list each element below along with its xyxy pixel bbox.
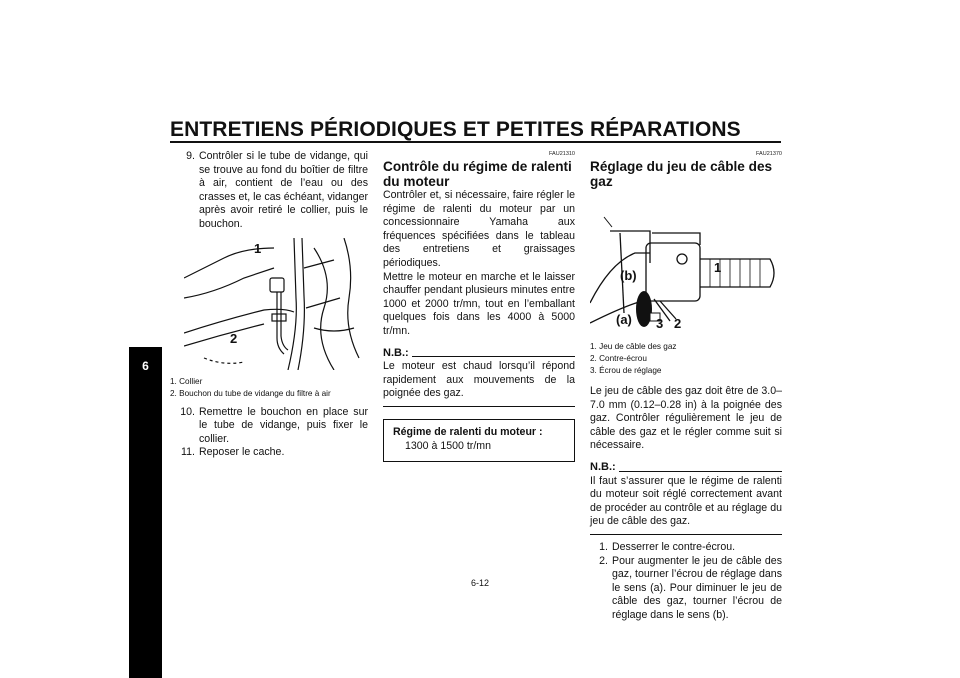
figure-callout-1: 1 xyxy=(714,260,722,275)
legend-item: 1. Collier xyxy=(170,376,203,386)
step-1 xyxy=(590,541,782,555)
throttle-illustration xyxy=(590,203,780,341)
figure-legend xyxy=(170,376,368,400)
step-11 xyxy=(170,446,368,460)
page-title: ENTRETIENS PÉRIODIQUES ET PETITES RÉPARATIONS xyxy=(170,118,741,141)
step-number: 1. xyxy=(599,540,608,553)
step-text: Desserrer le contre-écrou. xyxy=(612,540,736,553)
legend-item: 2. Bouchon du tube de vidange du filtre à air xyxy=(170,388,331,398)
drain-tube-drawing xyxy=(184,238,368,370)
paragraph: Mettre le moteur en marche et le laisser chauffer pendant plusieurs minutes entre 1000 et 2000 tr/mn, tout en l’emballant quelques fois dans les 4000 à 5000 tr/mn. xyxy=(383,270,575,337)
step-number: 10. xyxy=(180,405,195,418)
column-right xyxy=(590,150,782,623)
header-rule xyxy=(170,141,781,143)
note-text: Le moteur est chaud lorsqu’il répond rapidement aux mouvements de la poignée des gaz. xyxy=(383,360,575,400)
note-text: Il faut s’assurer que le régime de ralenti du moteur soit réglé correctement avant de procéder au contrôle et au réglage du jeu de câble des gaz. xyxy=(590,474,782,528)
step-number: 2. xyxy=(599,554,608,567)
column-left xyxy=(170,150,368,460)
chapter-tab xyxy=(129,347,162,678)
paragraph: Le jeu de câble des gaz doit être de 3.0–7.0 mm (0.12–0.28 in) à la poignée des gaz. Contrôler régulièrement le jeu de câble des gaz et le régler comme suit si nécessaire. xyxy=(590,385,782,452)
legend-item: 2. Contre-écrou xyxy=(590,354,647,363)
step-2 xyxy=(590,555,782,623)
legend-item: 3. Écrou de réglage xyxy=(590,366,662,375)
chapter-tab-number: 6 xyxy=(142,359,149,373)
spec-value: 1300 à 1500 tr/mn xyxy=(405,439,491,452)
reference-code: FAU21310 xyxy=(549,151,575,157)
step-text: Pour augmenter le jeu de câble des gaz, tourner l’écrou de réglage dans le sens (a). Pour diminuer le jeu de câble des gaz, tourner l’écrou de réglage dans le sens (b). xyxy=(612,554,782,621)
note-header xyxy=(383,347,575,361)
section-title: Réglage du jeu de câble des gaz xyxy=(590,159,773,189)
figure-callout-a: (a) xyxy=(616,312,632,327)
legend-item: 1. Jeu de câble des gaz xyxy=(590,342,677,351)
figure-callout-3: 3 xyxy=(656,316,664,331)
figure-legend xyxy=(590,341,782,377)
step-text: Reposer le cache. xyxy=(199,446,285,459)
note-label: N.B.: xyxy=(590,460,616,473)
reference-code: FAU21370 xyxy=(756,151,782,157)
note-label: N.B.: xyxy=(383,346,409,359)
figure-callout-2: 2 xyxy=(674,316,682,331)
note-header xyxy=(590,461,782,475)
section-title: Contrôle du régime de ralenti du moteur xyxy=(383,159,572,189)
figure-callout-1: 1 xyxy=(254,240,262,256)
drain-tube-illustration xyxy=(184,238,368,370)
step-number: 9. xyxy=(186,150,195,162)
note-end-rule xyxy=(590,534,782,535)
note-rule xyxy=(619,471,782,472)
figure-callout-b: (b) xyxy=(620,268,637,283)
figure-callout-2: 2 xyxy=(230,330,238,346)
paragraph: Contrôler et, si nécessaire, faire régler le régime de ralenti du moteur par un concessionnaire Yamaha aux fréquences spécifiées dans le tableau des entretiens et graissages périodiques. xyxy=(383,189,575,269)
step-10 xyxy=(170,406,368,447)
spec-label: Régime de ralenti du moteur : xyxy=(393,425,543,438)
note-rule xyxy=(412,356,575,357)
page-number: 6-12 xyxy=(470,578,489,588)
note-end-rule xyxy=(383,406,575,407)
step-number: 11. xyxy=(181,446,195,459)
column-middle xyxy=(383,150,575,462)
step-text: Remettre le bouchon en place sur le tube de vidange, puis fixer le collier. xyxy=(199,405,368,445)
step-9 xyxy=(170,150,368,232)
step-text: Contrôler si le tube de vidange, qui se trouve au fond du boîtier de filtre à air, contient de l’eau ou des crasses et, le cas échéant, vidanger après avoir retiré le collier, puis le bouchon. xyxy=(199,150,369,230)
spec-box xyxy=(383,419,575,462)
